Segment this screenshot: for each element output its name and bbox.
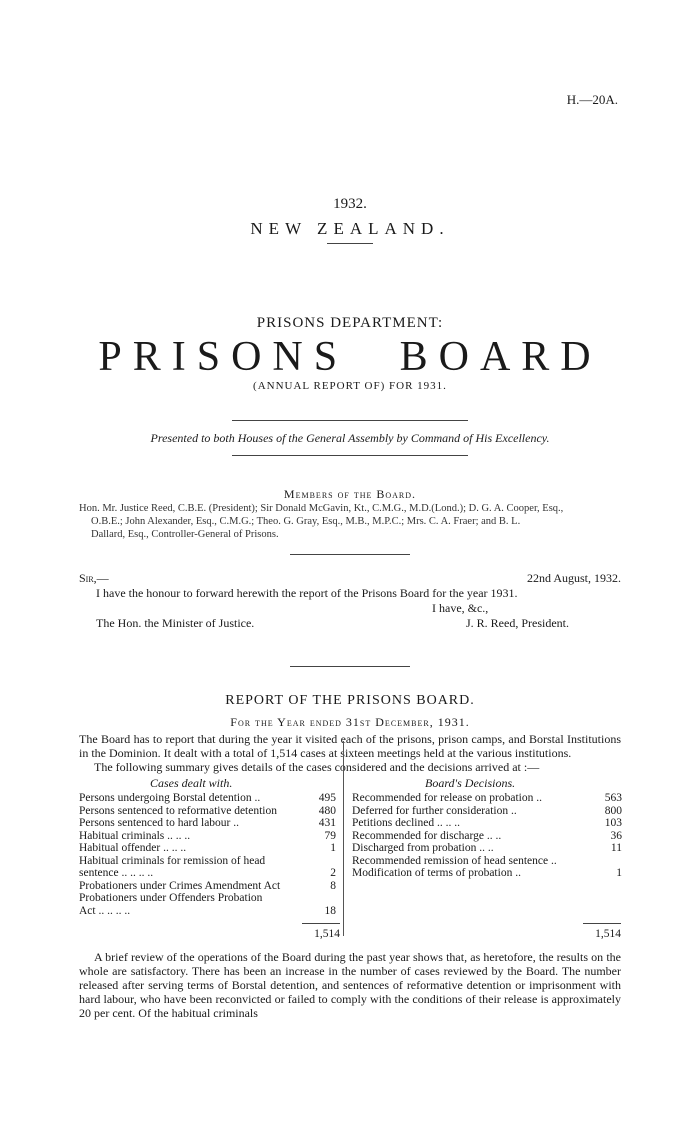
document-year: 1932. <box>333 196 367 212</box>
left-row-value: 2 <box>330 867 336 879</box>
right-row-label: Recommended remission of head sentence .. <box>352 854 557 867</box>
left-total: 1,514 <box>314 928 340 940</box>
members-line: Dallard, Esq., Controller-General of Prisons. <box>91 529 279 540</box>
right-total: 1,514 <box>595 928 621 940</box>
members-line: O.B.E.; John Alexander, Esq., C.M.G.; Theo. G. Gray, Esq., M.B., M.P.C.; Mrs. C. A. Fraer; and B. L. <box>91 516 521 527</box>
left-row-label: Habitual criminals for remission of head <box>79 854 266 867</box>
divider <box>290 666 410 667</box>
divider <box>290 554 410 555</box>
letter-body: I have the honour to forward herewith the report of the Prisons Board for the year 1931. <box>96 586 518 600</box>
left-row-label: Habitual offender .. .. .. <box>79 842 187 854</box>
right-row-label: Petitions declined .. .. .. <box>352 817 460 829</box>
divider <box>232 420 468 421</box>
left-column-heading: Cases dealt with. <box>150 776 233 790</box>
page-title: PRISONS BOARD <box>98 334 602 380</box>
right-row-label: Recommended for release on probation .. <box>352 792 543 804</box>
right-row-value: 1 <box>616 867 622 879</box>
left-row-value: 79 <box>324 829 336 842</box>
page-subtitle: (ANNUAL REPORT OF) FOR 1931. <box>253 380 447 392</box>
right-row-label: Discharged from probation .. .. <box>352 842 494 854</box>
right-row-label: Recommended for discharge .. .. <box>352 829 502 842</box>
country-heading: NEW ZEALAND. <box>250 219 450 238</box>
left-row-label: sentence .. .. .. .. <box>79 867 154 879</box>
department-heading: PRISONS DEPARTMENT: <box>256 315 444 331</box>
left-row-value: 495 <box>318 792 336 804</box>
left-row-value: 1 <box>330 842 336 854</box>
salutation: Sir,— <box>79 571 109 585</box>
presented-note: Presented to both Houses of the General Assembly by Command of His Excellency. <box>150 431 550 445</box>
left-row-label: Habitual criminals .. .. .. <box>79 829 191 842</box>
column-divider <box>343 741 344 936</box>
letter-closing: I have, &c., <box>432 601 489 615</box>
paragraph-text: The Board has to report that during the year it visited each of the prisons, prison camps, and Borstal Institutions in the Dominion. It dealt with a total of 1,514 cases at sixteen meetings held at the various institutions. <box>79 732 621 760</box>
right-row-value: 103 <box>604 817 622 829</box>
left-row-label: Probationers under Offenders Probation <box>79 892 263 904</box>
report-paragraph <box>79 732 621 774</box>
members-list <box>79 502 619 541</box>
letter-date: 22nd August, 1932. <box>526 571 621 585</box>
members-heading: Members of the Board. <box>283 487 417 501</box>
left-row-label: Persons undergoing Borstal detention .. <box>79 792 261 804</box>
total-rule <box>583 923 621 924</box>
paragraph-text: A brief review of the operations of the Board during the past year shows that, as heretofore, the results on the whole are satisfactory. There has been an increase in the number of cases reviewed by the Board. The number released after serving terms of Borstal detention, and sentences of reformative detention or imprisonment with hard labour, who have been reconvicted or failed to comply with the conditions of their release is approximately 20 per cent. Of the habitual criminals <box>79 950 621 1020</box>
right-column-heading: Board's Decisions. <box>425 776 516 790</box>
left-row-value: 431 <box>318 817 336 829</box>
total-rule <box>302 923 340 924</box>
left-row-value: 18 <box>324 904 336 917</box>
left-row-label: Probationers under Crimes Amendment Act <box>79 879 281 892</box>
left-row-value: 480 <box>318 804 336 817</box>
letter-signature: J. R. Reed, President. <box>466 616 569 630</box>
paragraph-text: The following summary gives details of the cases considered and the decisions arrived at :— <box>94 760 540 774</box>
right-row-value: 563 <box>604 792 622 804</box>
left-row-value: 8 <box>330 879 336 892</box>
report-subheading: For the Year ended 31st December, 1931. <box>230 715 470 729</box>
document-reference: H.—20A. <box>566 92 618 107</box>
report-paragraph <box>79 950 621 1020</box>
left-row-label: Persons sentenced to hard labour .. <box>79 817 240 829</box>
right-row-label: Deferred for further consideration .. <box>352 804 517 817</box>
right-row-value: 800 <box>604 804 622 817</box>
members-line: Hon. Mr. Justice Reed, C.B.E. (President); Sir Donald McGavin, Kt., C.M.G., M.D.(Lond.); D. G. A. Cooper, Esq., <box>79 503 564 514</box>
right-row-label: Modification of terms of probation .. <box>352 867 521 879</box>
divider <box>327 243 373 244</box>
left-row-label: Persons sentenced to reformative detention <box>79 804 277 817</box>
divider <box>232 455 468 456</box>
right-row-value: 36 <box>610 829 622 842</box>
report-heading: REPORT OF THE PRISONS BOARD. <box>225 693 475 708</box>
right-row-value: 11 <box>610 842 622 854</box>
left-row-label: Act .. .. .. .. <box>79 904 131 917</box>
letter-addressee: The Hon. the Minister of Justice. <box>96 616 255 630</box>
